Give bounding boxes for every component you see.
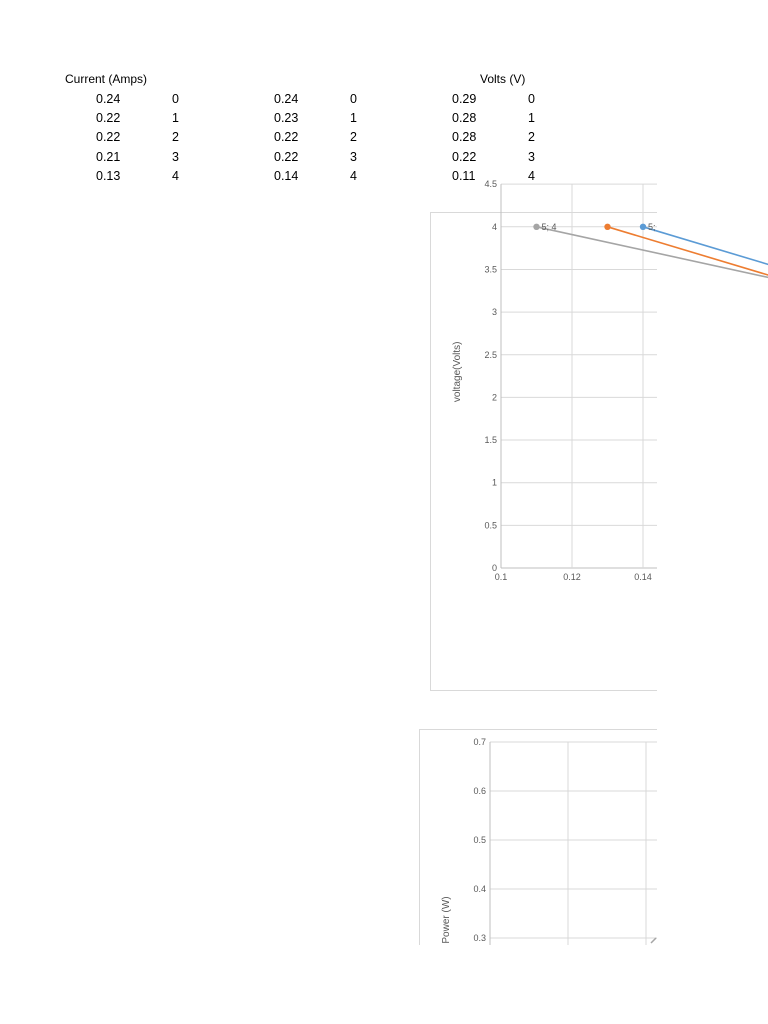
y-tick-label: 0.6 — [473, 786, 486, 796]
y-tick-label: 4.5 — [484, 179, 497, 190]
x-tick-label: 0.14 — [634, 572, 652, 582]
table-cell-index: 0 — [528, 92, 535, 106]
table-cell-index: 4 — [528, 169, 535, 183]
volts-header: Volts (V) — [480, 72, 526, 86]
voltage-chart-svg — [431, 179, 657, 690]
table-cell-current: 0.22 — [274, 150, 299, 164]
x-tick-label: 0.12 — [563, 572, 581, 582]
power-chart — [419, 729, 657, 945]
y-tick-label: 4 — [491, 221, 497, 232]
y-axis-label: voltage(Volts) — [452, 341, 463, 403]
data-point — [604, 224, 610, 230]
y-tick-label: 1 — [491, 477, 497, 488]
table-cell-current: 0.22 — [96, 111, 121, 125]
table-cell-index: 1 — [172, 111, 179, 125]
table-cell-index: 4 — [350, 169, 357, 183]
table-cell-index: 1 — [350, 111, 357, 125]
data-label: 5; 4 — [541, 221, 557, 232]
x-tick-label: 0.1 — [494, 572, 508, 582]
table-cell-current: 0.11 — [452, 169, 476, 183]
data-label: 5; — [648, 221, 656, 232]
table-cell-index: 2 — [172, 130, 179, 144]
current-header: Current (Amps) — [65, 72, 148, 86]
data-point — [533, 224, 539, 230]
table-cell-current: 0.22 — [452, 150, 477, 164]
table-cell-current: 0.24 — [96, 92, 121, 106]
table-cell-index: 3 — [172, 150, 179, 164]
y-tick-label: 3 — [491, 307, 497, 318]
table-cell-index: 3 — [350, 150, 357, 164]
y-tick-label: 1.5 — [484, 435, 497, 446]
table-cell-current: 0.24 — [274, 92, 299, 106]
table-cell-current: 0.21 — [96, 150, 121, 164]
table-cell-current: 0.29 — [452, 92, 477, 106]
y-tick-label: 0.4 — [473, 884, 486, 894]
y-tick-label: 0.5 — [473, 835, 486, 845]
table-cell-index: 3 — [528, 150, 535, 164]
voltage-chart — [430, 179, 657, 691]
y-tick-label: 2.5 — [484, 349, 497, 360]
y-tick-label: 3.5 — [484, 264, 497, 275]
table-cell-current: 0.28 — [452, 130, 477, 144]
table-cell-index: 4 — [172, 169, 179, 183]
table-cell-current: 0.22 — [274, 130, 299, 144]
y-tick-label: 0.3 — [473, 933, 486, 943]
y-axis-label: Power (W) — [441, 896, 452, 944]
y-tick-label: 0.7 — [473, 737, 486, 747]
table-cell-current: 0.22 — [96, 130, 121, 144]
y-tick-label: 0 — [491, 563, 497, 573]
table-cell-index: 2 — [350, 130, 357, 144]
table-cell-index: 1 — [528, 111, 535, 125]
table-cell-index: 2 — [528, 130, 535, 144]
power-chart-svg — [420, 730, 657, 945]
table-cell-current: 0.28 — [452, 111, 477, 125]
y-tick-label: 2 — [491, 392, 497, 403]
data-point — [640, 224, 646, 230]
table-cell-index: 0 — [350, 92, 357, 106]
table-cell-current: 0.14 — [274, 169, 299, 183]
table-cell-current: 0.23 — [274, 111, 299, 125]
table-cell-current: 0.13 — [96, 169, 121, 183]
table-cell-index: 0 — [172, 92, 179, 106]
y-tick-label: 0.5 — [484, 520, 497, 531]
series-line-fragment — [651, 938, 656, 943]
